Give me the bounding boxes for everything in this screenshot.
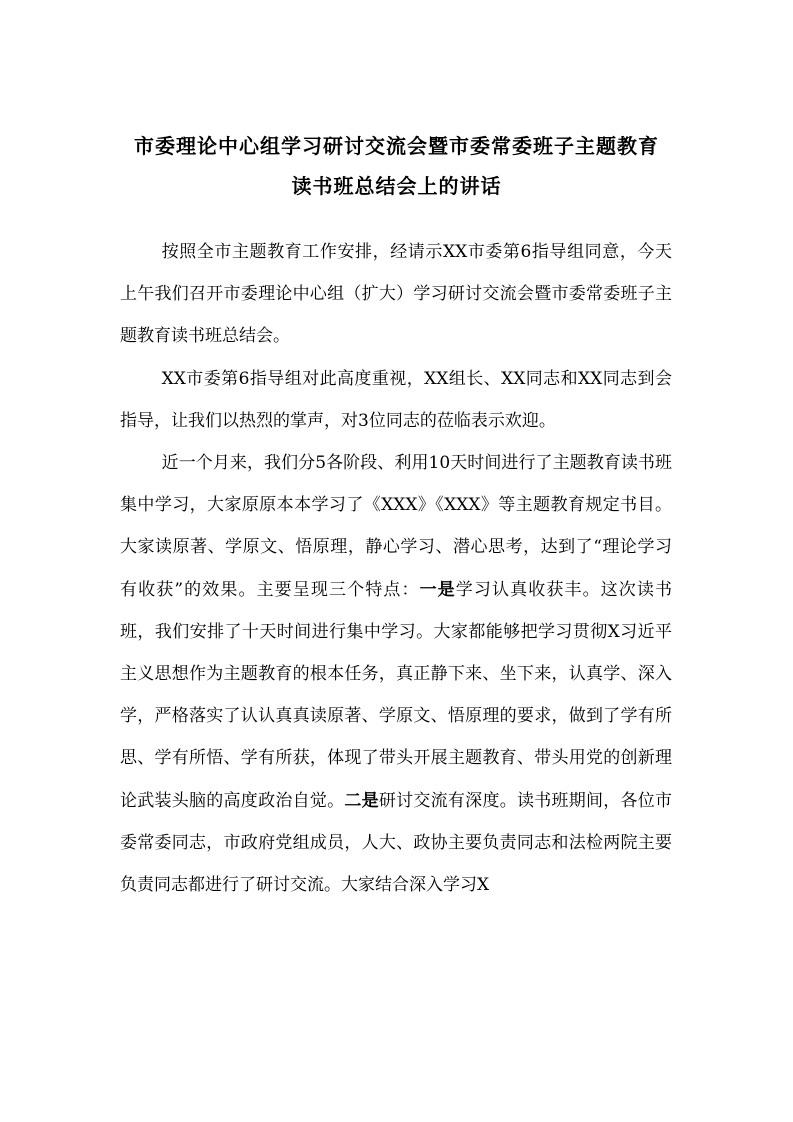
point-2-text: 研讨交流有深度。读书班期间，各位市委常委同志，市政府党组成员，人大、政协主要负责同志和法检两院主要负责同志都进行了研讨交流。大家结合深入学习X bbox=[120, 790, 673, 896]
point-1-text: 学习认真收获丰。这次读书班，我们安排了十天时间进行集中学习。大家都能够把学习贯彻X习近平主义思想作为主题教育的根本任务，真正静下来、坐下来，认真学、深入学，严格落实了认认真真读原著、学原文、悟原理的要求，做到了学有所思、学有所悟、学有所获，体现了带头开展主题教育、带头用党的创新理论武装头脑的高度政治自觉。 bbox=[120, 579, 673, 811]
paragraph-3-intro: 近一个月来，我们分5各阶段、利用10天时间进行了主题教育读书班集中学习，大家原原本本学习了《XXX》《XXX》等主题教育规定书目。大家读原著、学原文、悟原理，静心学习、潜心思考，达到了“理论学习有收获”的效果。主要呈现三个特点： bbox=[120, 453, 672, 600]
document-title-line-1: 市委理论中心组学习研讨交流会暨市委常委班子主题教育 bbox=[134, 134, 659, 158]
paragraph-2: XX市委第6指导组对此高度重视，XX组长、XX同志和XX同志到会指导，让我们以热烈的掌声，对3位同志的莅临表示欢迎。 bbox=[120, 368, 672, 431]
document-body bbox=[120, 231, 672, 906]
paragraph-3 bbox=[120, 442, 672, 906]
point-2-label: 二是 bbox=[344, 790, 379, 811]
document-title-line-2: 读书班总结会上的讲话 bbox=[291, 174, 502, 198]
point-1-label: 一是 bbox=[419, 579, 456, 600]
paragraph-1: 按照全市主题教育工作安排，经请示XX市委第6指导组同意，今天上午我们召开市委理论中心组（扩大）学习研讨交流会暨市委常委班子主题教育读书班总结会。 bbox=[120, 242, 672, 347]
